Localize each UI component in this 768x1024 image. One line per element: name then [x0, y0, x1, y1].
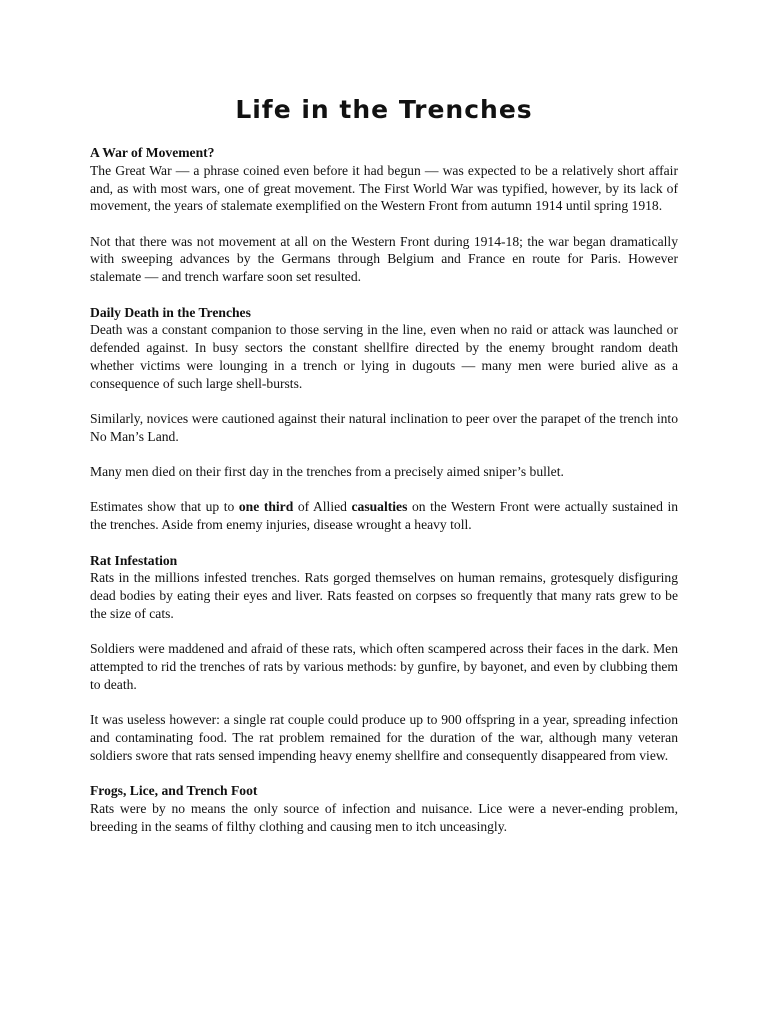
section-heading: A War of Movement? [90, 145, 215, 160]
page-title: Life in the Trenches [235, 95, 533, 124]
section-daily-death [90, 304, 678, 534]
section-heading: Rat Infestation [90, 552, 178, 568]
paragraph: Rats were by no means the only source of infection and nuisance. Lice were a never-ending problem, breeding in the seams of filthy clothing and causing men to itch unceasingly. [90, 800, 678, 834]
paragraph: Not that there was not movement at all on the Western Front during 1914-18; the war began dramatically with sweeping advances by the Germans through Belgium and France en route for Paris. However stalemate — and trench warfare soon set resulted. [90, 233, 678, 285]
paragraph: Soldiers were maddened and afraid of these rats, which often scampered across their faces in the dark. Men attempted to rid the trenches of rats by various methods: by gunfire, by bayonet, and even by clubbing them to death. [90, 641, 678, 692]
paragraph: It was useless however: a single rat couple could produce up to 900 offspring in a year, spreading infection and contaminating food. The rat problem remained for the duration of the war, although many veteran soldiers swore that rats sensed impending heavy enemy shellfire and consequently disappeared from view. [90, 712, 678, 763]
section-rat-infestation [90, 552, 678, 765]
emphasis-text: one third [238, 499, 294, 515]
text-run: on the Western Front were actually sustained in the trenches. Aside from enemy injuries, disease wrought a heavy toll. [90, 499, 679, 533]
paragraph [90, 498, 678, 534]
paragraph: Similarly, novices were cautioned against their natural inclination to peer over the parapet of the trench into No Man’s Land. [90, 411, 678, 444]
text-run: of Allied [293, 499, 352, 515]
emphasis-text: casualties [351, 499, 408, 515]
paragraph: Many men died on their first day in the trenches from a precisely aimed sniper’s bullet. [90, 464, 564, 480]
section-heading: Frogs, Lice, and Trench Foot [90, 783, 258, 799]
section-frogs-lice [90, 782, 678, 835]
section-heading: Daily Death in the Trenches [90, 304, 251, 320]
paragraph: The Great War — a phrase coined even before it had begun — was expected to be a relatively short affair and, as with most wars, one of great movement. The First World War was typified, however, by its lack of movement, the years of stalemate exemplified on the Western Front from autumn 1914 until spring 1918. [90, 162, 678, 214]
section-war-of-movement [90, 144, 678, 286]
document-body [90, 144, 678, 835]
text-run: Estimates show that up to [90, 499, 239, 515]
paragraph: Death was a constant companion to those serving in the line, even when no raid or attack was launched or defended against. In busy sectors the constant shellfire directed by the enemy brought random death whether victims were lounging in a trench or lying in dugouts — many men were buried alive as a consequence of such large shell-bursts. [90, 322, 678, 391]
paragraph: Rats in the millions infested trenches. Rats gorged themselves on human remains, grotesquely disfiguring dead bodies by eating their eyes and liver. Rats feasted on corpses so frequently that many rats grew to be the size of cats. [90, 570, 678, 621]
